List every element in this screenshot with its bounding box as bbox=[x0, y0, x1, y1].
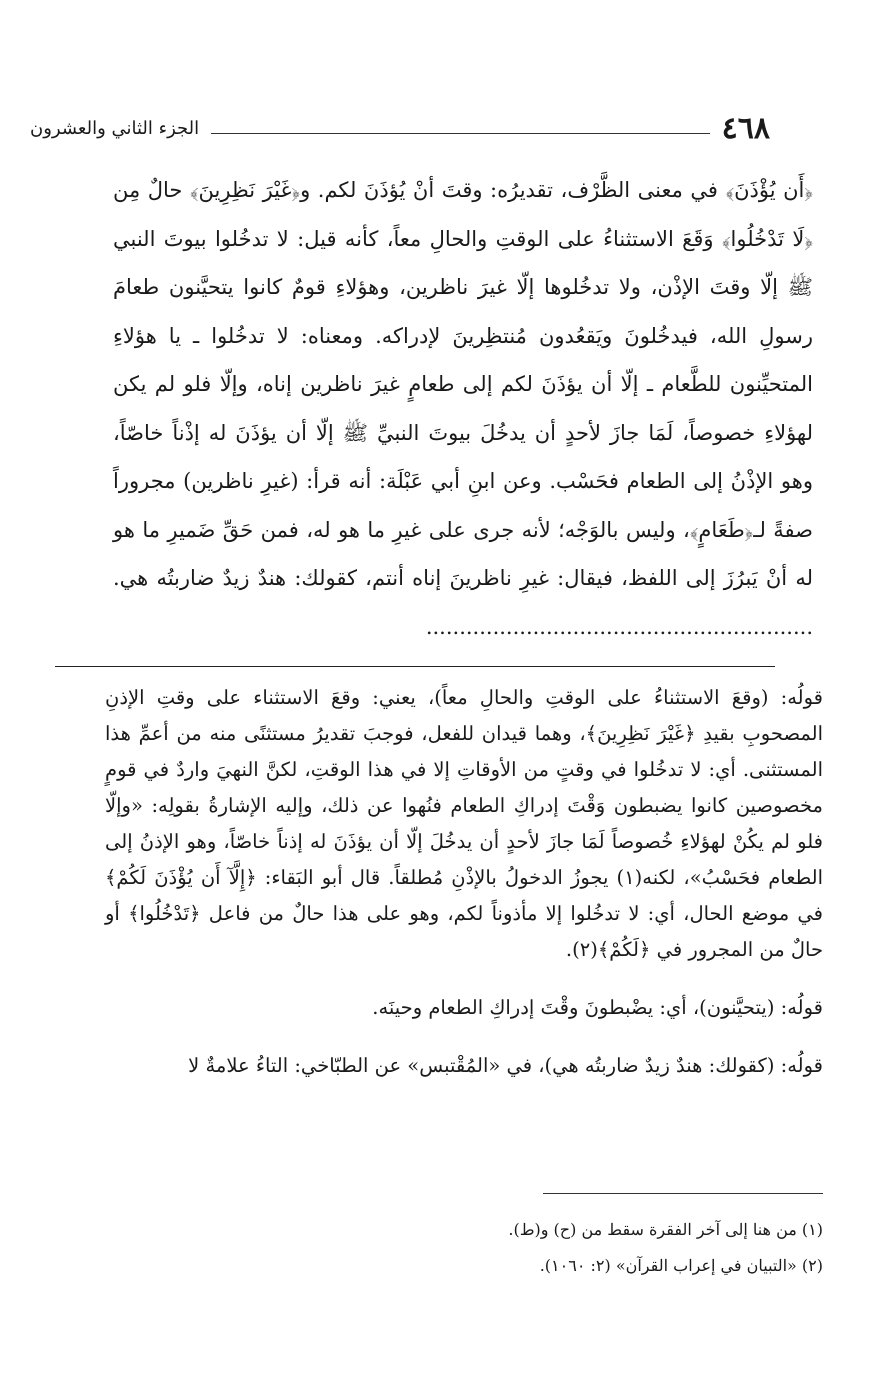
commentary-paragraph: قولُه: (كقولك: هندٌ زيدٌ ضاربتُه هي)، في «المُقْتبس» عن الطبّاخي: التاءُ علامةٌ لا bbox=[188, 1054, 823, 1077]
commentary-paragraph: قولُه: (وقعَ الاستثناءُ على الوقتِ والحالِ معاً)، يعني: وقعَ الاستثناء على وقتِ الإذنِ المصحوبِ بقيدِ ﴿غَيْرَ نَظِرِينَ﴾، وهما قيدان للفعل، فوجبَ تقديرُ مستثنًى منه من أعمِّ هذا المستثنى. أي: لا تدخُلوا في وقتٍ من الأوقاتِ إلا في هذا الوقتِ، لكنَّ النهيَ واردٌ في قومٍ مخصوصين كانوا يضبطون وَقْتَ إدراكِ الطعام فنُهوا عن ذلك، وإليه الإشارةُ بقولِه: «وإلّا فلو لم يكُنْ لهؤلاءِ خُصوصاً لَمَا جازَ لأحدٍ أن يدخُلَ إلّا أن يؤذَنَ له إذناً خاصّاً، وهو الإذنُ إلى الطعام فحَسْبُ»، لكنه(١) يجوزُ الدخولُ بالإذْنِ مُطلقاً. قال أبو البَقاء: ﴿إِلَّآ أَن يُؤْذَنَ لَكُمْ﴾ في موضع الحال، أي: لا تدخُلوا إلا مأذوناً لكم، وهو على هذا حالٌ من فاعل ﴿تَدْخُلُوا﴾ أو حالٌ من المجرور في ﴿لَكُمْ﴾(٢). bbox=[105, 686, 824, 961]
footnotes bbox=[105, 1212, 823, 1284]
part-title: الجزء الثاني والعشرون bbox=[30, 117, 200, 139]
page-number: ٤٦٨ bbox=[721, 110, 770, 146]
footnote-rule bbox=[543, 1193, 823, 1194]
page-header bbox=[30, 108, 770, 148]
header-rule bbox=[211, 133, 710, 134]
main-text: ﴿أَن يُؤْذَنَ﴾ في معنى الظَّرْف، تقديرُه: وقتَ أنْ يُؤذَنَ لكم. و﴿غَيْرَ نَظِرِينَ﴾ حالٌ مِن ﴿لَا تَدْخُلُوا﴾ وَقَعَ الاستثناءُ على الوقتِ والحالِ معاً، كأنه قيل: لا تدخُلوا بيوتَ النبي ﷺ إلّا وقتَ الإذْن، ولا تدخُلوها إلّا غيرَ ناظرين، وهؤلاءِ قومٌ كانوا يتحيَّنون طعامَ رسولِ الله، فيدخُلونَ ويَقعُدون مُنتظِرينَ لإدراكه. ومعناه: لا تدخُلوا ـ يا هؤلاءِ المتحيِّنون للطَّعام ـ إلّا أن يؤذَنَ لكم إلى طعامٍ غيرَ ناظرين إناه، وإلّا فلو لم يكن لهؤلاءِ خصوصاً، لَمَا جازَ لأحدٍ أن يدخُلَ بيوتَ النبيِّ ﷺ إلّا أن يؤذَنَ له إذْناً خاصّاً، وهو الإذْنُ إلى الطعام فحَسْب. وعن ابنِ أبي عَبْلَة: أنه قرأ: (غيرِ ناظرين) مجروراً صفةً لـ﴿طَعَامٍ﴾، وليس بالوَجْه؛ لأنه جرى على غيرِ ما هو له، فمن حَقِّ ضَميرِ ما هو له أنْ يَبرُزَ إلى اللفظ، فيقال: غيرِ ناظرينَ إناه أنتم، كقولك: هندٌ زيدٌ ضاربتُه هي. .......................................................... bbox=[113, 178, 813, 639]
footnote: (١) من هنا إلى آخر الفقرة سقط من (ح) و(ط). bbox=[508, 1220, 823, 1239]
commentary-paragraph: قولُه: (يتحيَّنون)، أي: يضْبطونَ وقْتَ إدراكِ الطعام وحينَه. bbox=[372, 996, 823, 1019]
separator-rule bbox=[55, 666, 775, 667]
footnote: (٢) «التبيان في إعراب القرآن» (٢: ١٠٦٠). bbox=[539, 1256, 823, 1275]
commentary bbox=[105, 680, 823, 1084]
